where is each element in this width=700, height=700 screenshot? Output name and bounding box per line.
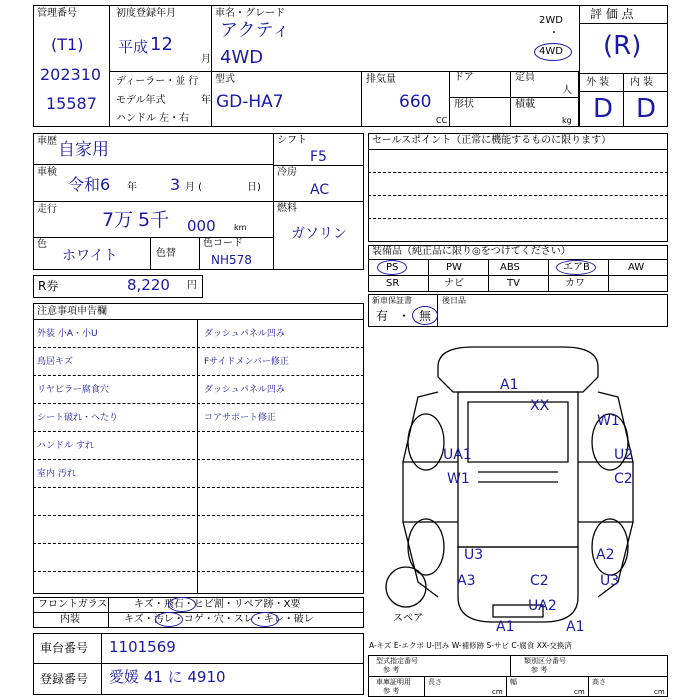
reg-label: 初度登録年月: [116, 8, 176, 19]
grade: 4WD: [220, 47, 264, 68]
disp-label: 排気量: [366, 74, 396, 85]
mileage-unit: km: [234, 223, 247, 232]
cat-ref: 参 考: [531, 666, 548, 674]
color-value: ホワイト: [62, 248, 118, 264]
equip-ps: PS: [386, 262, 399, 273]
shift-value: F5: [310, 149, 327, 165]
recycle-unit: 円: [187, 280, 197, 291]
mileage-label: 走行: [37, 204, 57, 215]
warranty-no: 無: [419, 309, 432, 323]
eval-divider-3: [579, 91, 668, 92]
equip-tv: TV: [507, 278, 520, 289]
notes-row-line: [33, 543, 364, 544]
equip-col-2: [488, 259, 489, 292]
shift-line-1: [273, 165, 364, 166]
note-right-3: ダッシュパネル凹み: [204, 385, 285, 395]
inspection-year-unit: 年: [127, 182, 137, 193]
note-left-5: ハンドル すれ: [37, 441, 94, 451]
diagram-mark-2: XX: [530, 398, 550, 414]
equip-col-4: [608, 259, 609, 292]
diagram-mark-5: W1: [447, 471, 470, 487]
int-label: 内 装: [630, 77, 654, 88]
diagram-mark-12: U3: [600, 573, 620, 589]
capacity-unit: 人: [562, 85, 572, 96]
diagram-mark-9: A2: [596, 547, 615, 563]
chassis-value: 1101569: [109, 638, 176, 656]
equip-ps-circle: [377, 260, 407, 275]
mileage-value-b: 5千: [138, 209, 170, 231]
glass-items: キズ・飛石・ヒビ割・リペア跡・X要: [134, 599, 301, 610]
dealer-label: ディーラー・並 行: [116, 76, 199, 87]
color-label: 色: [37, 239, 47, 250]
fuel-value: ガソリン: [291, 226, 347, 242]
eval-mid-line: [623, 73, 624, 127]
cat-label: 類別区分番号: [524, 657, 566, 665]
mgmt-code: (T1): [51, 35, 84, 54]
equip-col-1: [428, 259, 429, 292]
notes-row-line: [33, 431, 364, 432]
note-left-3: リヤピラー腐食穴: [37, 385, 109, 395]
recycle-label: R券: [38, 279, 59, 293]
notes-row-line: [33, 571, 364, 572]
door-divider: [510, 71, 511, 127]
type-label: 型式: [215, 74, 235, 85]
footer-col-1: [510, 655, 511, 676]
capacity-label: 定員: [515, 72, 535, 83]
interior-scuff-circle: [251, 612, 279, 627]
model-year-unit: 年: [201, 95, 211, 106]
chassis-label: 車台番号: [40, 641, 89, 655]
inspection-label: 車検: [37, 167, 57, 178]
mileage-value-a: 7万: [102, 209, 134, 231]
disp-value: 660: [399, 92, 432, 112]
color-divider-2: [199, 237, 200, 270]
equip-pw: PW: [446, 262, 462, 273]
car-name: アクティ: [220, 20, 291, 41]
notes-header-line: [33, 319, 364, 320]
eval-divider: [579, 23, 668, 24]
sales-row-line-3: [368, 218, 668, 219]
load-label: 積載: [515, 99, 535, 110]
plate-divider: [101, 663, 102, 695]
interior-dirt-circle: [155, 612, 183, 627]
height-label: 高さ: [592, 678, 606, 686]
note-right-4: コアサポート修正: [204, 413, 277, 423]
inspection-month: 3: [170, 175, 181, 194]
footer-col-3: [506, 676, 507, 697]
aircon-label: 冷房: [277, 167, 297, 178]
cert-ref: 参 考: [383, 687, 400, 695]
mileage-value-c: 000: [187, 217, 216, 235]
ext-value: D: [593, 94, 614, 124]
interior-items: キズ・汚レ・コゲ・穴・スレ・キレ・破レ: [124, 614, 314, 625]
note-right-2: Fサイドメンバー修正: [204, 357, 289, 367]
type-cert-label: 型式指定番号: [376, 657, 418, 665]
footer-mid-line: [368, 676, 668, 677]
door-label: ドア: [454, 72, 474, 83]
ext-label: 外 装: [586, 77, 610, 88]
drive-2wd: 2WD: [539, 15, 563, 26]
diagram-mark-1: A1: [500, 377, 519, 393]
mgmt-num2: 15587: [46, 94, 97, 113]
diagram-mark-4: UA1: [443, 447, 472, 463]
notes-row-line: [33, 487, 364, 488]
color-code-label: 色コード: [203, 238, 243, 249]
footer-col-2: [424, 676, 425, 697]
diagram-mark-8: U3: [464, 547, 484, 563]
reg-year: 12: [150, 34, 173, 55]
door-hdivider: [449, 97, 579, 98]
equip-sr: SR: [386, 278, 400, 289]
length-label: 長さ: [428, 678, 442, 686]
shift-label: シフト: [277, 135, 307, 146]
sales-label: セールスポイント（正常に機能するものに限ります）: [372, 135, 612, 146]
equip-mid-line: [368, 275, 668, 276]
delivery-label: 後日品: [442, 296, 466, 305]
notes-label: 注意事項申告欄: [37, 306, 107, 317]
width-unit: cm: [574, 688, 585, 696]
glass-mid-line: [33, 612, 364, 613]
diagram-mark-3: W1: [597, 413, 620, 429]
interior-label: 内装: [60, 614, 80, 625]
mgmt-label: 管理番号: [37, 8, 77, 19]
type-cert-ref: 参 考: [383, 666, 400, 674]
sales-row-line-1: [368, 172, 668, 173]
notes-row-line: [33, 459, 364, 460]
diagram-mark-14: A1: [496, 619, 515, 635]
spare-tire-icon: [386, 567, 426, 607]
handle-label: ハンドル 左・右: [116, 113, 190, 124]
equip-airbag-circle: [556, 260, 596, 275]
drive-dot: ・: [549, 28, 559, 39]
mgmt-num1: 202310: [40, 65, 102, 84]
width-label: 幅: [510, 678, 517, 686]
diagram-mark-15: A1: [566, 619, 585, 635]
notes-row-line: [33, 375, 364, 376]
equip-abs: ABS: [500, 262, 520, 273]
note-left-2: 鳥居キズ: [37, 357, 73, 367]
drive-4wd: 4WD: [539, 46, 563, 57]
eval-value: (R): [603, 31, 642, 61]
sales-row-line-2: [368, 195, 668, 196]
diagram-mark-13: UA2: [528, 598, 557, 614]
note-right-1: ダッシュパネル凹み: [204, 329, 285, 339]
plate-value: 愛媛 41 に 4910: [109, 668, 226, 686]
notes-mid-line: [197, 319, 198, 594]
history-value: 自家用: [58, 140, 109, 160]
glass-stone-circle: [168, 597, 196, 612]
note-left-1: 外装 小A・小U: [37, 329, 98, 339]
aircon-value: AC: [310, 182, 330, 198]
plate-label: 登録番号: [40, 672, 89, 686]
spare-label: スペア: [393, 613, 423, 624]
height-unit: cm: [654, 688, 665, 696]
diagram-mark-6: U2: [614, 447, 634, 463]
notes-row-line: [33, 347, 364, 348]
drive-4wd-circle: [534, 43, 572, 61]
warranty-sep: ・: [398, 309, 411, 323]
note-left-4: シート破れ・へたり: [37, 413, 119, 423]
disp-unit: CC: [436, 116, 448, 125]
name-label: 車名・グレード: [215, 8, 285, 19]
color-divider-1: [150, 237, 151, 270]
equip-label: 装備品（純正品に限り◎をつけてください）: [372, 246, 571, 257]
diagram-mark-7: C2: [614, 471, 633, 487]
fuel-label: 燃料: [277, 203, 297, 214]
equip-airbag: エアB: [563, 262, 590, 273]
reg-month-unit: 月: [201, 54, 211, 65]
notes-row-line: [33, 403, 364, 404]
diagram-mark-10: A3: [457, 573, 476, 589]
equip-leather: カワ: [565, 278, 585, 289]
model-year-label: モデル年式: [116, 95, 166, 106]
recycle-box: [33, 275, 203, 298]
note-left-6: 室内 汚れ: [37, 469, 76, 479]
glass-label-line: [108, 597, 109, 628]
equip-col-3: [548, 259, 549, 292]
footer-col-4: [588, 676, 589, 697]
recycle-value: 8,220: [127, 276, 170, 294]
load-unit: kg: [562, 116, 572, 125]
reg-era: 平成: [118, 38, 149, 56]
color-change-label: 色替: [156, 248, 176, 259]
notes-row-line: [33, 515, 364, 516]
equip-aw: AW: [628, 262, 645, 273]
type-value: GD-HA7: [216, 92, 284, 112]
inspection-month-unit: 月 (: [185, 182, 203, 193]
diagram-mark-11: C2: [530, 573, 549, 589]
chassis-divider: [101, 633, 102, 664]
inspection-era: 令和6: [68, 175, 111, 194]
equip-navi: ナビ: [444, 278, 464, 289]
glass-label: フロントガラス: [38, 599, 108, 610]
sales-header-line: [368, 149, 668, 150]
inspection-day-unit: 日): [247, 182, 261, 193]
equip-header-line: [368, 259, 668, 260]
color-code-value: NH578: [211, 253, 252, 267]
shape-label: 形状: [454, 99, 474, 110]
history-label: 車歴: [37, 136, 57, 147]
int-value: D: [636, 94, 657, 124]
shift-line-2: [273, 201, 364, 202]
warranty-label: 新車保証書: [372, 296, 412, 305]
length-unit: cm: [492, 688, 503, 696]
damage-legend: A-キズ E-エクボ U-凹み W-補修跡 S-サビ C-腐食 XX-交換済: [369, 641, 572, 650]
cert-label: 車庫証明用: [376, 678, 411, 686]
eval-label: 評 価 点: [590, 7, 634, 21]
warranty-yes: 有: [376, 309, 389, 323]
